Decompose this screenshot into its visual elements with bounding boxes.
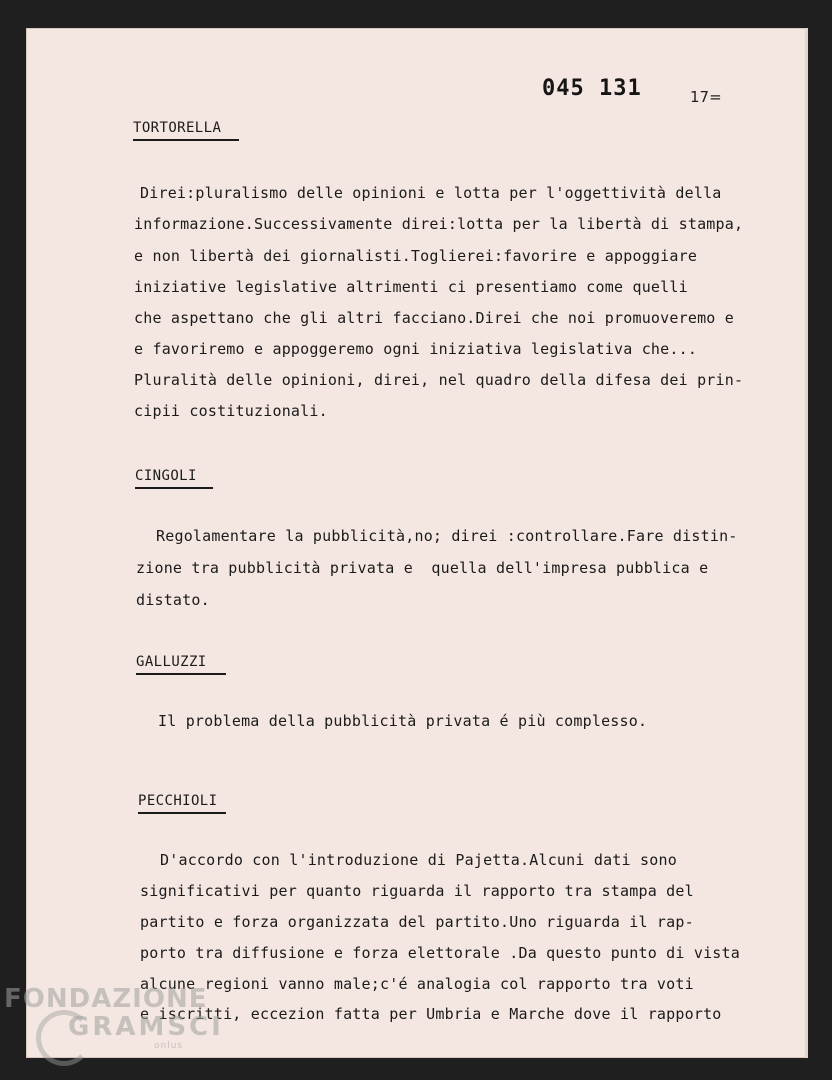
watermark-line3: onlus xyxy=(154,1041,184,1051)
watermark-line1: FONDAZIONE xyxy=(4,984,208,1014)
speaker-heading-pecchioli xyxy=(138,793,217,809)
paragraph-line: Direi:pluralismo delle opinioni e lotta per l'oggettività della xyxy=(140,184,722,202)
paragraph-line: zione tra pubblicità privata e quella dell'impresa pubblica e xyxy=(136,559,709,577)
paragraph-line: Pluralità delle opinioni, direi, nel quadro della difesa dei prin- xyxy=(134,371,744,389)
paragraph-line: e non libertà dei giornalisti.Toglierei:favorire e appoggiare xyxy=(134,247,698,265)
paragraph-line: e favoriremo e appoggeremo ogni iniziativa legislativa che... xyxy=(134,340,698,358)
heading-underline xyxy=(138,812,226,814)
paragraph-line: D'accordo con l'introduzione di Pajetta.Alcuni dati sono xyxy=(160,851,677,869)
paragraph-line: informazione.Successivamente direi:lotta per la libertà di stampa, xyxy=(134,215,744,233)
fondazione-gramsci-watermark xyxy=(4,986,224,1051)
paragraph-line: Il problema della pubblicità privata é più complesso. xyxy=(158,712,648,730)
paragraph-line: iniziative legislative altrimenti ci presentiamo come quelli xyxy=(134,278,688,296)
speaker-heading-cingoli xyxy=(135,468,197,484)
paragraph-line: Regolamentare la pubblicità,no; direi :controllare.Fare distin- xyxy=(156,527,738,545)
paragraph-line: cipii costituzionali. xyxy=(134,402,328,420)
heading-underline xyxy=(133,139,239,141)
speaker-name: PECCHIOLI xyxy=(138,793,218,809)
paragraph-line: porto tra diffusione e forza elettorale .Da questo punto di vista xyxy=(140,944,740,962)
paragraph-line: distato. xyxy=(136,591,210,609)
speaker-heading-tortorella xyxy=(133,120,221,136)
archive-stamp-number: 045 131 xyxy=(542,76,642,101)
speaker-heading-galluzzi xyxy=(136,654,207,670)
speaker-name: GALLUZZI xyxy=(136,654,207,670)
speaker-name: CINGOLI xyxy=(135,468,197,484)
paragraph-line: significativi per quanto riguarda il rapporto tra stampa del xyxy=(140,882,694,900)
heading-underline xyxy=(136,673,226,675)
paragraph-line: partito e forza organizzata del partito.Uno riguarda il rap- xyxy=(140,913,694,931)
speaker-name: TORTORELLA xyxy=(133,120,222,136)
handwritten-page-note: 17= xyxy=(690,88,722,106)
paragraph-line: alcune regioni vanno male;c'é analogia col rapporto tra voti xyxy=(140,975,694,993)
paragraph-line: che aspettano che gli altri facciano.Direi che noi promuoveremo e xyxy=(134,309,734,327)
watermark-line2: GRAMSCI xyxy=(68,1012,224,1042)
heading-underline xyxy=(135,487,213,489)
paragraph-line: e iscritti, eccezion fatta per Umbria e Marche dove il rapporto xyxy=(140,1005,722,1023)
